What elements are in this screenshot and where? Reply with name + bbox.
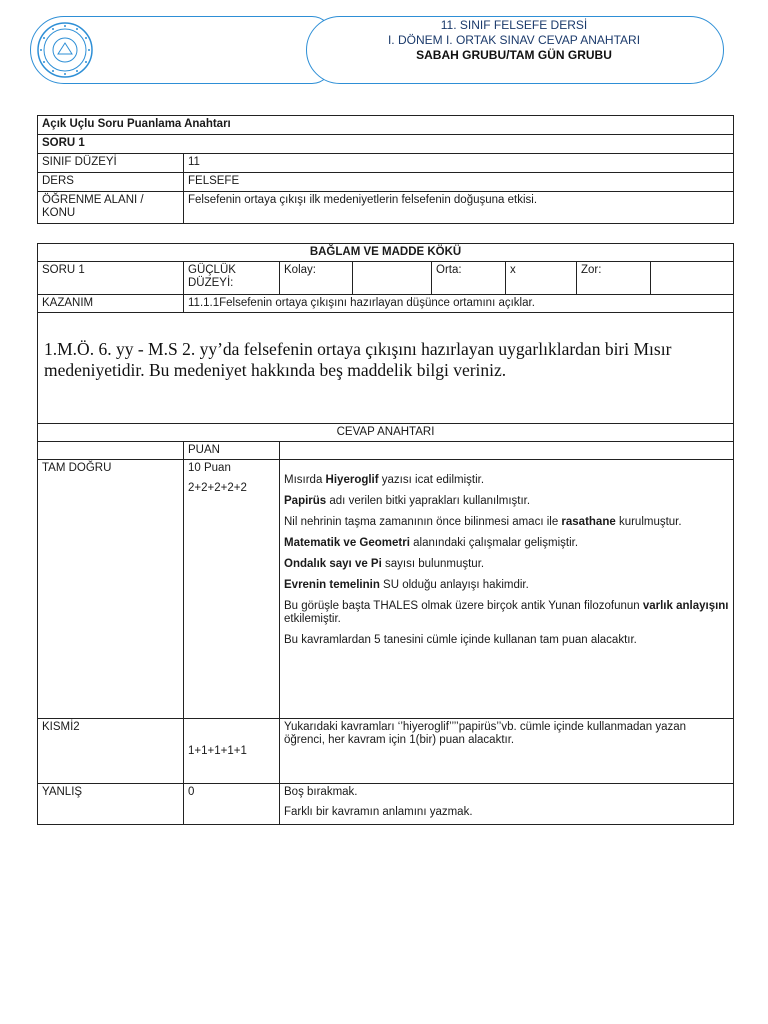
hard-value <box>651 262 734 295</box>
partial-text: Yukarıdaki kavramları ‘’hiyeroglif’’’’papirüs’’vb. cümle içinde kullanmadan yazan öğrenci, her kavram için 1(bir) puan alacaktır. <box>280 719 734 784</box>
header-line-3: SABAH GRUBU/TAM GÜN GRUBU <box>416 48 612 62</box>
full-points: 10 Puan <box>188 462 231 474</box>
answer-item: Bu kavramlardan 5 tanesini cümle içinde kullanan tam puan alacaktır. <box>284 634 637 646</box>
easy-label: Kolay: <box>280 262 353 295</box>
wrong-label: YANLIŞ <box>38 784 184 825</box>
course-value: FELSEFE <box>184 173 734 192</box>
question-text: 1.M.Ö. 6. yy - M.S 2. yy’da felsefenin ortaya çıkışını hazırlayan uygarlıklardan biri Mısır medeniyetidir. Bu medeniyet hakkında beş maddelik bilgi veriniz. <box>38 313 734 424</box>
outcome-value: 11.1.1Felsefenin ortaya çıkışını hazırlayan düşünce ortamını açıklar. <box>184 295 734 313</box>
header-line-1: 11. SINIF FELSEFE DERSİ <box>440 18 588 32</box>
partial-points: 1+1+1+1+1 <box>184 719 280 784</box>
medium-value: x <box>506 262 577 295</box>
topic-label: ÖĞRENME ALANI / KONU <box>38 192 184 224</box>
answer-header-empty <box>280 442 734 460</box>
answer-item: Mısırda Hiyeroglif yazısı icat edilmiştir. <box>284 474 485 486</box>
wrong-text-cell <box>280 784 734 825</box>
header-title <box>306 18 722 63</box>
topic-value: Felsefenin ortaya çıkışı ilk medeniyetlerin felsefenin doğuşuna etkisi. <box>184 192 734 224</box>
answer-key-heading: CEVAP ANAHTARI <box>38 424 734 442</box>
full-label: TAM DOĞRU <box>38 460 184 719</box>
info-table <box>37 115 734 224</box>
info-table-title: Açık Uçlu Soru Puanlama Anahtarı <box>38 116 734 135</box>
grade-label: SINIF DÜZEYİ <box>38 154 184 173</box>
answer-item: Ondalık sayı ve Pi sayısı bulunmuştur. <box>284 558 485 570</box>
answer-item: Matematik ve Geometri alanındaki çalışmalar gelişmiştir. <box>284 537 579 549</box>
ministry-seal-icon <box>36 21 94 79</box>
answer-item: Bu görüşle başta THALES olmak üzere birçok antik Yunan filozofunun varlık anlayışını etkilemiştir. <box>284 600 729 625</box>
wrong-line-1: Boş bırakmak. <box>284 786 358 798</box>
grade-value: 11 <box>184 154 734 173</box>
outcome-label: KAZANIM <box>38 295 184 313</box>
medium-label: Orta: <box>432 262 506 295</box>
wrong-points: 0 <box>184 784 280 825</box>
full-breakdown: 2+2+2+2+2 <box>188 482 247 494</box>
full-answers <box>280 460 734 719</box>
hard-label: Zor: <box>577 262 651 295</box>
difficulty-label: GÜÇLÜK DÜZEYİ: <box>184 262 280 295</box>
full-points-cell <box>184 460 280 719</box>
answer-item: Evrenin temelinin SU olduğu anlayışı hakimdir. <box>284 579 529 591</box>
course-label: DERS <box>38 173 184 192</box>
context-table <box>37 243 734 825</box>
context-heading: BAĞLAM VE MADDE KÖKÜ <box>38 244 734 262</box>
easy-value <box>353 262 432 295</box>
info-table-question: SORU 1 <box>38 135 734 154</box>
header-line-2: I. DÖNEM I. ORTAK SINAV CEVAP ANAHTARI <box>387 33 641 47</box>
answer-item: Papirüs adı verilen bitki yaprakları kullanılmıştır. <box>284 495 531 507</box>
points-header-empty <box>38 442 184 460</box>
wrong-line-2: Farklı bir kavramın anlamını yazmak. <box>284 806 473 818</box>
context-question-label: SORU 1 <box>38 262 184 295</box>
partial-label: KISMİ2 <box>38 719 184 784</box>
answer-item: Nil nehrinin taşma zamanının önce bilinmesi amacı ile rasathane kurulmuştur. <box>284 516 682 528</box>
points-header: PUAN <box>184 442 280 460</box>
